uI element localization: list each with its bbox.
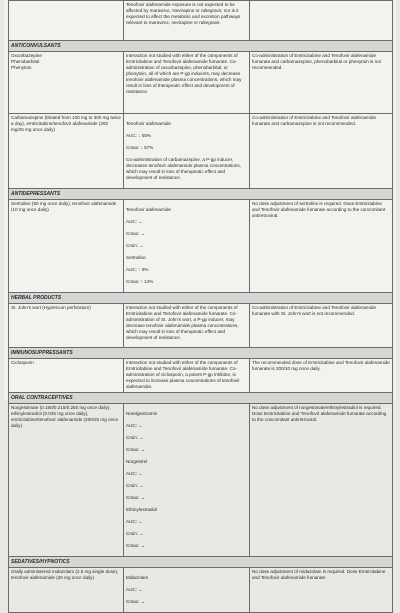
cell-line: Sertraline <box>126 255 146 260</box>
table-row <box>9 114 393 189</box>
cell-line: AUC: ↔ <box>126 587 143 592</box>
section-header <box>9 557 393 568</box>
table-row <box>9 568 393 613</box>
table-cell: Interaction not studied with either of the components of Emtricitabine and Tenofovir alafenamide fumarate. Co-administration of ciclosporin, a potent P-gp inhibitor, is expected to increase plasma concentrations of tenofovir alafenamide. <box>124 359 250 393</box>
table-cell <box>9 1 124 41</box>
table-cell: Norgestimate (0.180/0.215/0.250 mg once daily), ethinylestradiol (0.025 mg once daily), emtricitabine/tenofovir alafenamide (200/25 mg once daily) <box>9 404 124 557</box>
table-cell: Interaction not studied with either of the components of Emtricitabine and Tenofovir alafenamide fumarate. Co-administration of oxcarbazepine, phenobarbital, or phenytoin, all of which are P-gp inducers, may decrease tenofovir alafenamide plasma concentrations, which may result in loss of therapeutic effect and development of resistance. <box>124 52 250 114</box>
cell-line: Cmax: ↑ 14% <box>126 279 154 284</box>
table-cell: Tenofovir alafenamide exposure is not expected to be affected by maraviroc. Nevirapine or raltegravir, nor is it expected to affect the metabolic and excretion pathways relevant to maraviroc, nevirapine or raltegravir. <box>124 1 250 41</box>
table-cell: Oxcarbazepine Phenobarbital Phenytoin <box>9 52 124 114</box>
cell-line: Ethinylestradiol <box>126 507 158 512</box>
table-cell: Co-administration of Emtricitabine and Tenofovir alafenamide fumarate and carbamazepine is not recommended. <box>250 114 393 189</box>
table-cell <box>124 404 250 557</box>
section-header <box>9 41 393 52</box>
cell-line: Cmax: ↔ <box>126 543 146 548</box>
cell-line: Cmax: ↔ <box>126 599 146 604</box>
cell-line: AUC: ↔ <box>126 471 143 476</box>
cell-line: Tenofovir alafenamide <box>126 121 171 126</box>
cell-line: Norgestrel <box>126 459 148 464</box>
cell-line: AUC: ↔ <box>126 519 143 524</box>
table-cell: Co-administration of Emtricitabine and Tenofovir alafenamide fumarate and carbamazepine, phenobarbital or phenytoin is not recommended. <box>250 52 393 114</box>
table-cell: No dose adjustment of midazolam is required. Dose Emtricitabine and Tenofovir alafenamide fumarate <box>250 568 393 613</box>
table-row <box>9 359 393 393</box>
cell-line: AUC: ↔ <box>126 423 143 428</box>
cell-line: Cmin: ↔ <box>126 483 144 488</box>
table-cell: Ciclosporin <box>9 359 124 393</box>
table-row <box>9 200 393 293</box>
cell-line: Cmax: ↔ <box>126 231 146 236</box>
section-title: ORAL CONTRACEPTIVES <box>9 393 393 404</box>
cell-line: Midazolam <box>126 575 149 580</box>
cell-line: Tenofovir alafenamide <box>126 207 171 212</box>
cell-line: AUC: ↔ <box>126 219 143 224</box>
table-cell <box>124 200 250 293</box>
section-title: IMMUNOSUPPRESSANTS <box>9 348 393 359</box>
table-cell: Co-administration of Emtricitabine and Tenofovir alafenamide fumarate with St. John's wort is not recommended. <box>250 304 393 348</box>
section-title: ANTICONVULSANTS <box>9 41 393 52</box>
table-cell <box>250 1 393 41</box>
cell-line: Cmax: ↓ 57% <box>126 145 154 150</box>
table-cell: No dose adjustment of norgestimate/ethinylestradiol is required. Dose Emtricitabine and Tenofovir alafenamide fumarate according to the concomitant antiretroviral. <box>250 404 393 557</box>
cell-line: Cmin: ↔ <box>126 531 144 536</box>
table-cell <box>124 114 250 189</box>
cell-line: Cmin: ↔ <box>126 435 144 440</box>
drug-interaction-table <box>8 0 393 613</box>
table-row <box>9 304 393 348</box>
cell-line: AUC: ↓ 55% <box>126 133 152 138</box>
table-row <box>9 52 393 114</box>
cell-line: Cmin: ↔ <box>126 243 144 248</box>
table-cell: No dose adjustment of sertraline is required. Dose Emtricitabine and Tenofovir alafenamide fumarate according to the concomitant antiretroviral. <box>250 200 393 293</box>
table-cell: Carbamazepine (titrated from 100 mg to 300 mg twice a day), emtricitabine/tenofovir alafenamide (200 mg/25 mg once daily) <box>9 114 124 189</box>
table-cell: Orally administered midazolam (2.5 mg single dose), tenofovir alafenamide (25 mg once daily) <box>9 568 124 613</box>
table-row <box>9 404 393 557</box>
cell-line: Norelgestromin <box>126 411 158 416</box>
section-header <box>9 348 393 359</box>
table-cell: Interaction not studied with either of the components of Emtricitabine and Tenofovir alafenamide fumarate. Co-administration of St. John's wort, a P-gp inducer, may decrease tenofovir alafenamide plasma concentrations, which may result in loss of therapeutic effect and development of resistance. <box>124 304 250 348</box>
cell-line: Cmax: ↔ <box>126 447 146 452</box>
table-cell: The recommended dose of Emtricitabine and Tenofovir alafenamide fumarate is 200/10 mg once daily. <box>250 359 393 393</box>
cell-line: Co-administration of carbamazepine, a P-gp inducer, decreases tenofovir alafenamide plasma concentrations, which may result in loss of therapeutic effect and development of resistance. <box>126 157 241 180</box>
section-title: SEDATIVES/HYPNOTICS <box>9 557 393 568</box>
document-page <box>4 0 396 604</box>
section-title: ANTIDEPRESSANTS <box>9 189 393 200</box>
table-cell: St. John's wort (Hypericum perforatum) <box>9 304 124 348</box>
table-cell: Sertraline (50 mg once daily), tenofovir alafenamide (10 mg once daily) <box>9 200 124 293</box>
table-row <box>9 1 393 41</box>
cell-line: AUC: ↑ 9% <box>126 267 149 272</box>
section-header <box>9 393 393 404</box>
section-title: HERBAL PRODUCTS <box>9 293 393 304</box>
section-header <box>9 293 393 304</box>
cell-line: Cmax: ↔ <box>126 495 146 500</box>
section-header <box>9 189 393 200</box>
table-cell <box>124 568 250 613</box>
